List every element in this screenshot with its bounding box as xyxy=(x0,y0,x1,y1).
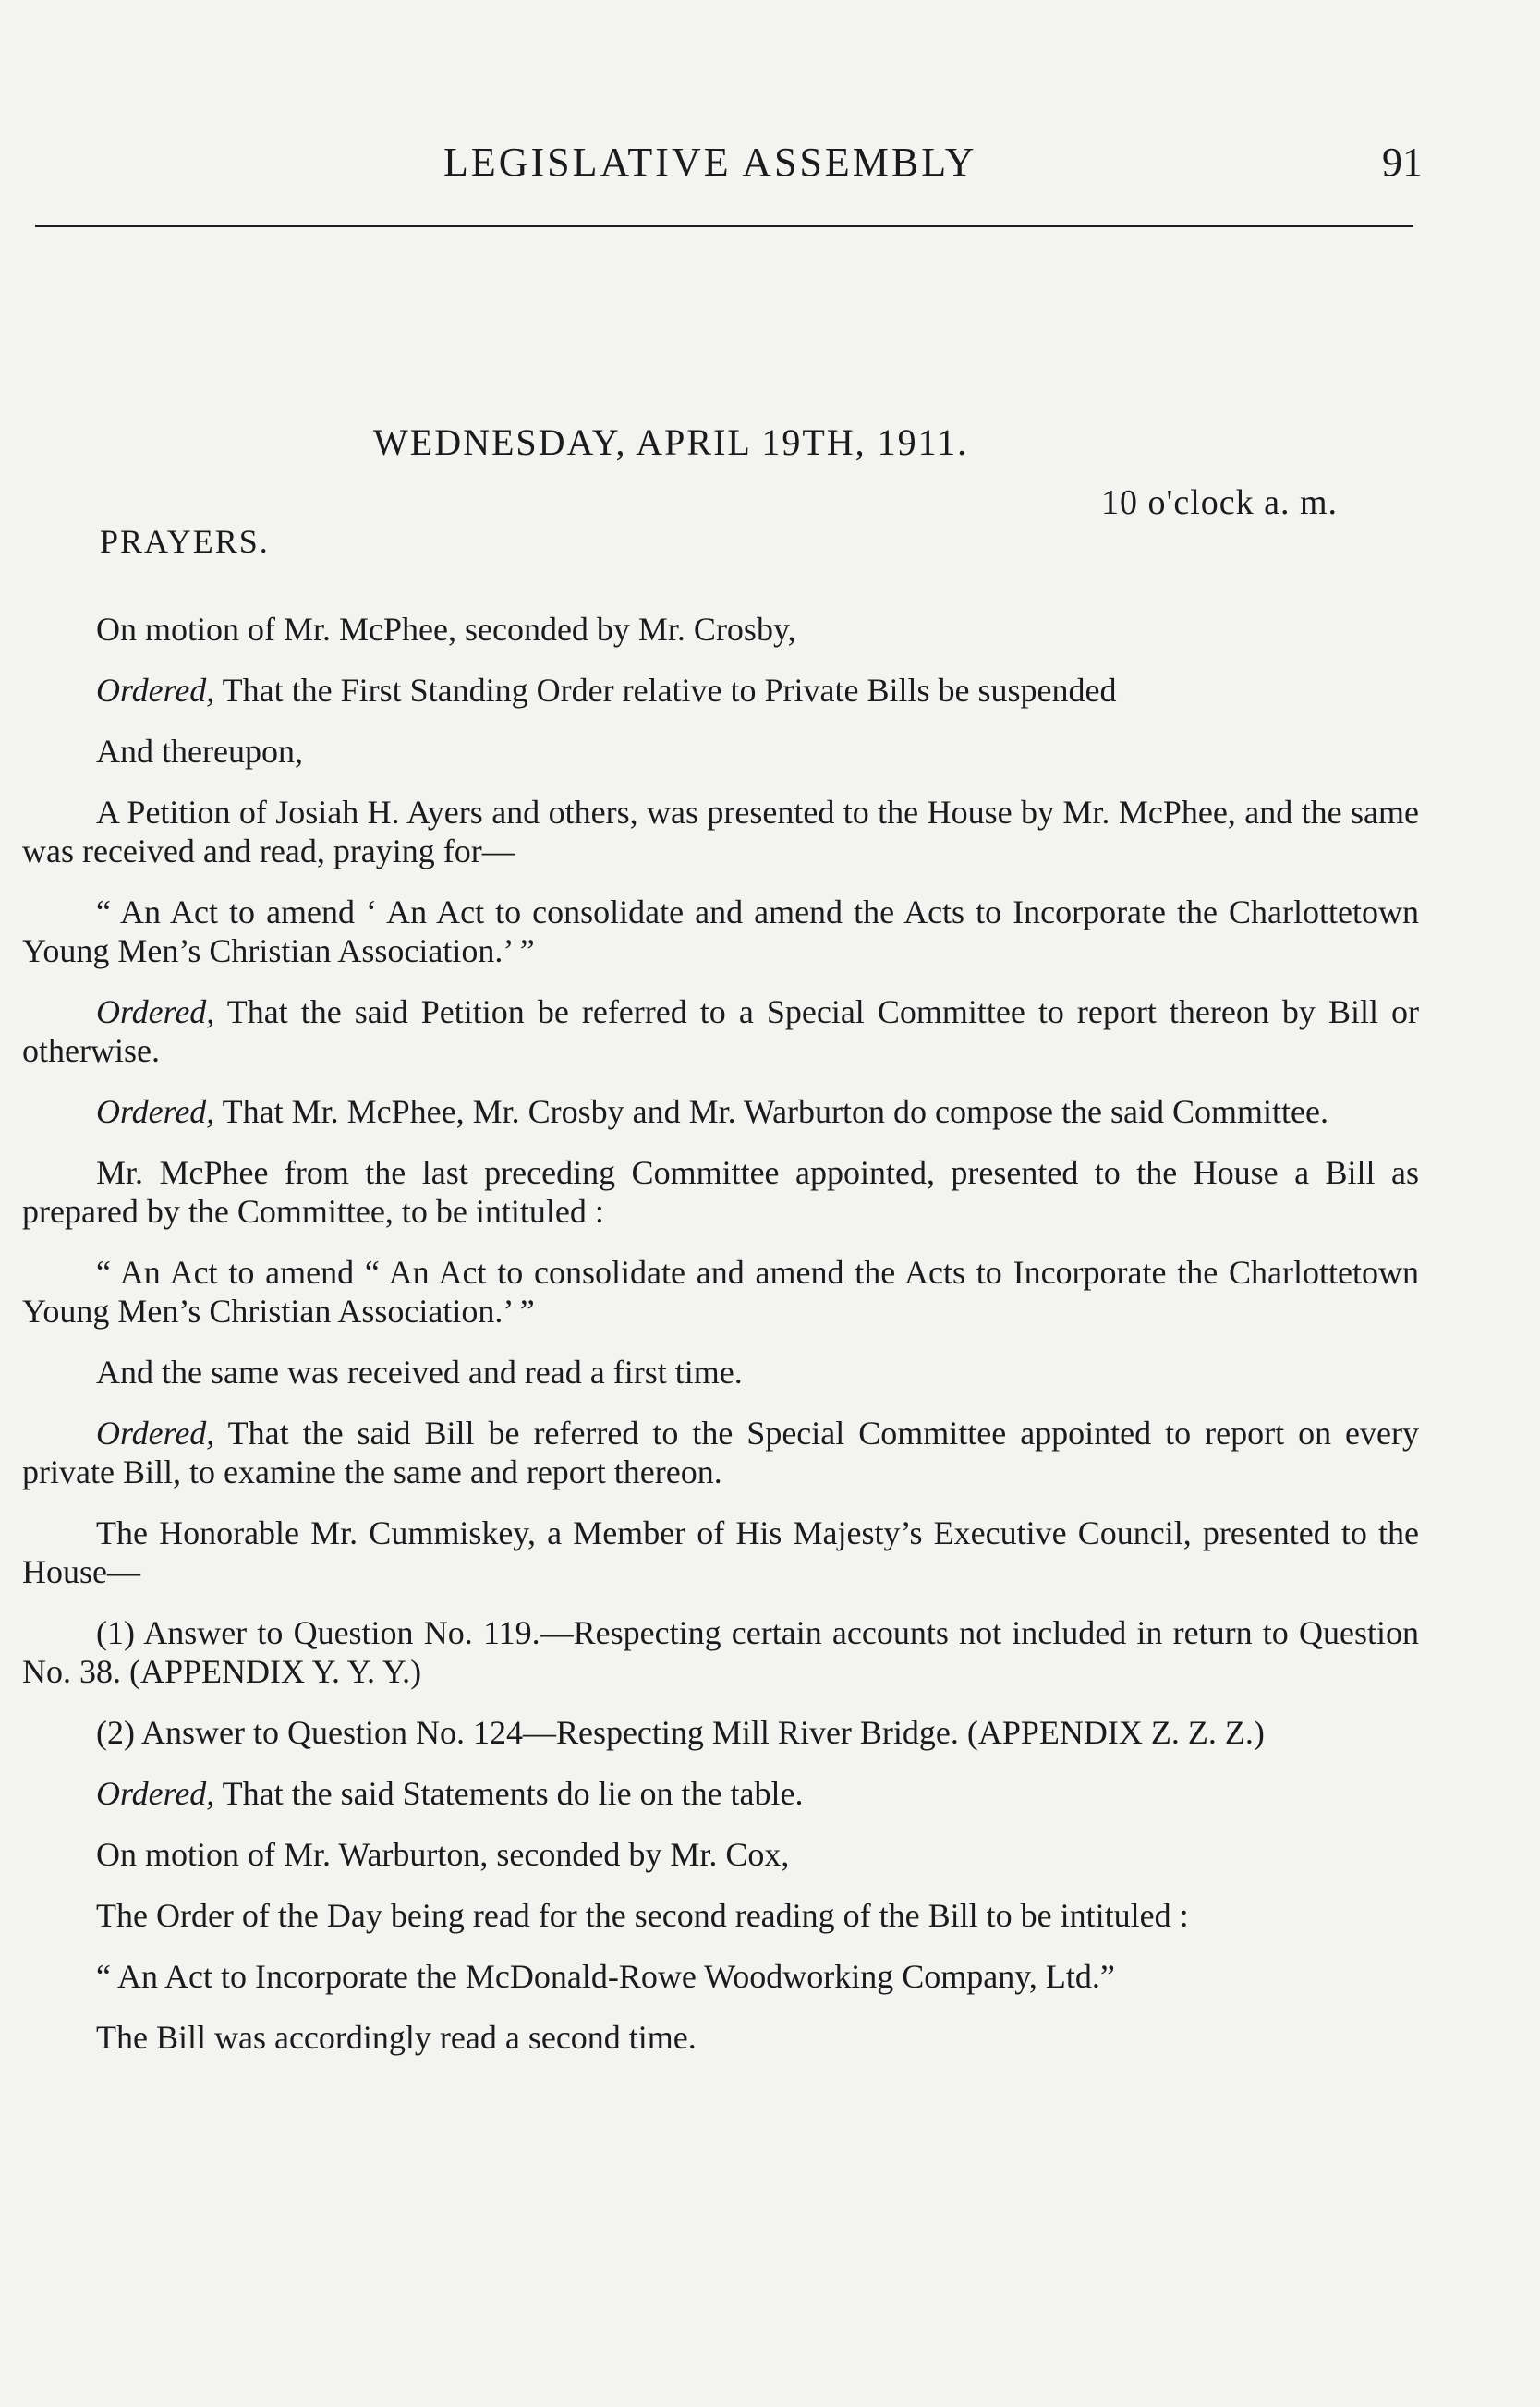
paragraph: Ordered, That the said Bill be referred to the Special Committee appointed to report on every private Bill, to examine the same and report thereon. xyxy=(22,1415,1419,1490)
paragraph: And thereupon, xyxy=(96,733,303,770)
paragraph: The Order of the Day being read for the second reading of the Bill to be intituled : xyxy=(96,1897,1189,1934)
header-rule xyxy=(35,225,1413,227)
paragraph: On motion of Mr. Warburton, seconded by Mr. Cox, xyxy=(96,1836,790,1873)
paragraph: Mr. McPhee from the last preceding Committee appointed, presented to the House a Bill as prepared by the Committee, to be intituled : xyxy=(22,1154,1419,1230)
paragraph: Ordered, That the said Statements do lie on the table. xyxy=(96,1775,804,1812)
paragraph: (1) Answer to Question No. 119.—Respecting certain accounts not included in return to Question No. 38. (APPENDIX Y. Y. Y.) xyxy=(22,1614,1419,1690)
journal-body xyxy=(22,610,1419,2079)
paragraph: The Honorable Mr. Cummiskey, a Member of His Majesty’s Executive Council, presented to the House— xyxy=(22,1514,1419,1590)
paragraph: The Bill was accordingly read a second time. xyxy=(96,2019,697,2056)
prayers-heading: PRAYERS. xyxy=(100,523,270,560)
paragraph: Ordered, That the said Petition be referred to a Special Committee to report thereon by Bill or otherwise. xyxy=(22,993,1419,1069)
paragraph: “ An Act to amend “ An Act to consolidate and amend the Acts to Incorporate the Charlottetown Young Men’s Christian Association.’ ” xyxy=(22,1254,1419,1330)
paragraph: “ An Act to amend ‘ An Act to consolidate and amend the Acts to Incorporate the Charlottetown Young Men’s Christian Association.’ ” xyxy=(22,894,1419,969)
paragraph: And the same was received and read a first time. xyxy=(96,1354,743,1391)
page-number: 91 xyxy=(1382,140,1423,185)
paragraph: Ordered, That the First Standing Order relative to Private Bills be suspended xyxy=(96,672,1117,709)
paragraph: Ordered, That Mr. McPhee, Mr. Crosby and Mr. Warburton do compose the said Committee. xyxy=(96,1093,1328,1130)
paragraph: On motion of Mr. McPhee, seconded by Mr. Crosby, xyxy=(96,611,796,648)
running-head: LEGISLATIVE ASSEMBLY xyxy=(443,140,977,185)
paragraph: “ An Act to Incorporate the McDonald-Rowe Woodworking Company, Ltd.” xyxy=(96,1958,1115,1995)
paragraph: (2) Answer to Question No. 124—Respecting Mill River Bridge. (APPENDIX Z. Z. Z.) xyxy=(96,1714,1265,1751)
paragraph: A Petition of Josiah H. Ayers and others, was presented to the House by Mr. McPhee, and the same was received and read, praying for— xyxy=(22,794,1419,869)
session-date: WEDNESDAY, APRIL 19TH, 1911. xyxy=(373,421,969,463)
session-time: 10 o'clock a. m. xyxy=(1101,483,1339,522)
